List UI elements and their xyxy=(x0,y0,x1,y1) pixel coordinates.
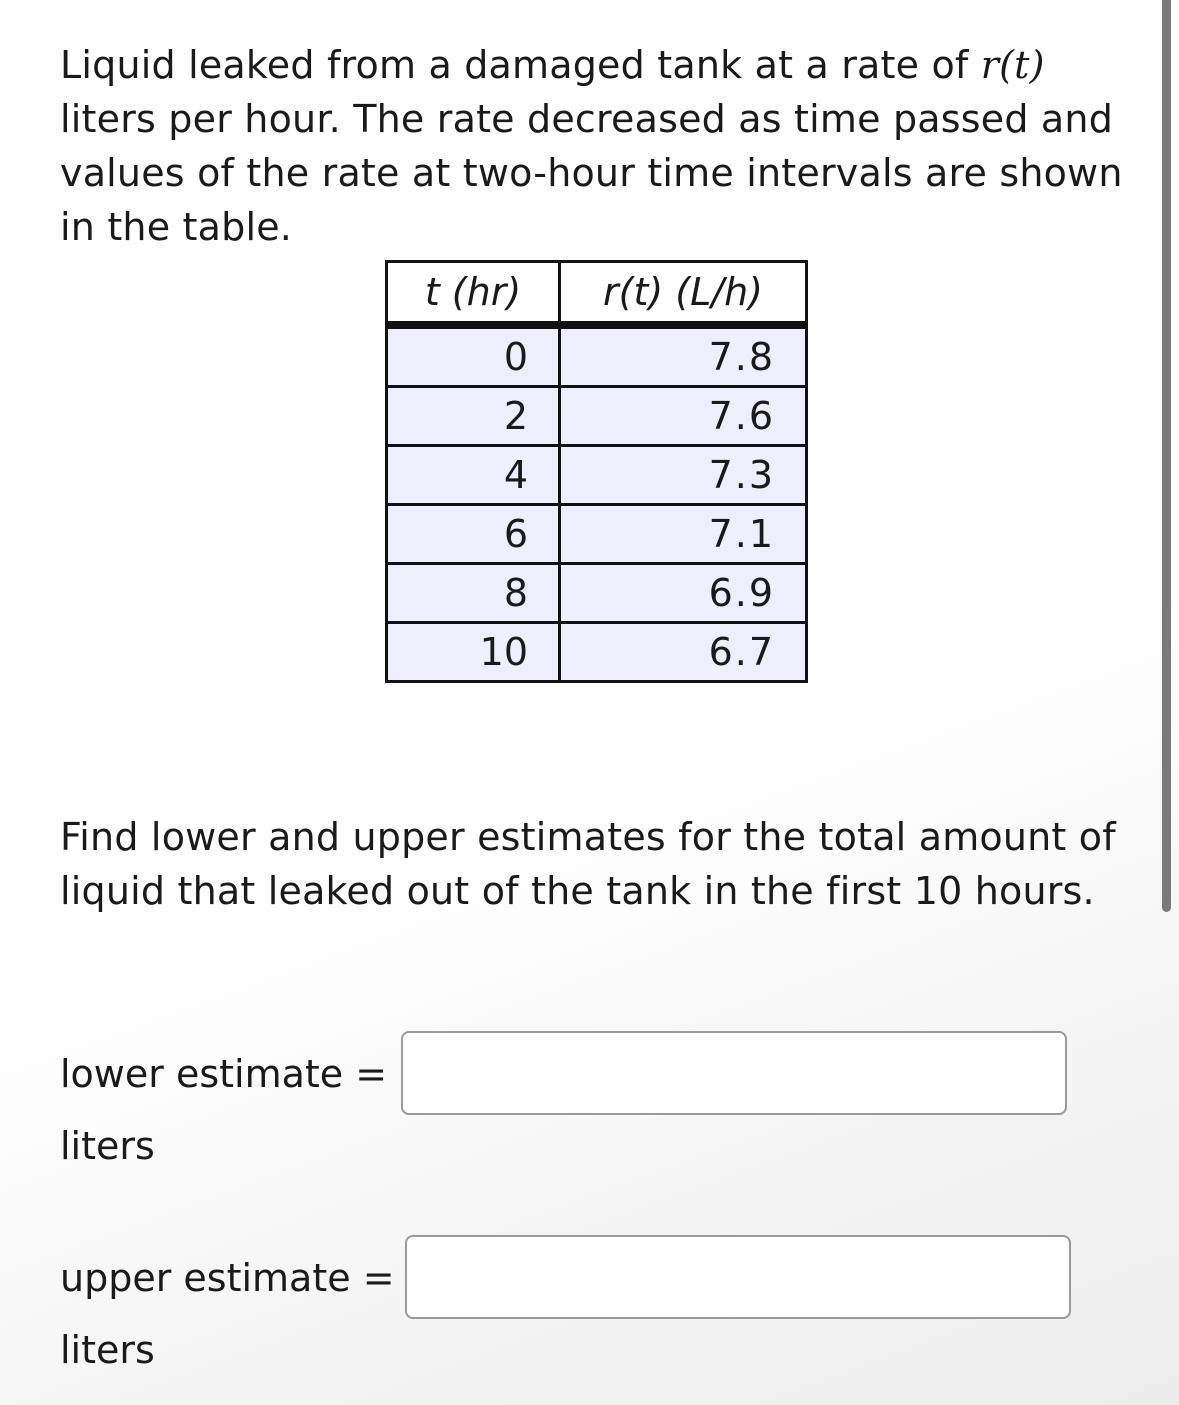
intro-prefix: Liquid leaked from a damaged tank at a rate of xyxy=(60,43,981,87)
table-row xyxy=(387,564,807,623)
header-rate: r(t) (L/h) xyxy=(560,262,807,326)
rate-cell: 7.1 xyxy=(560,505,807,564)
page-scrollbar[interactable] xyxy=(1162,0,1171,912)
rate-cell: 7.6 xyxy=(560,387,807,446)
table-header-row xyxy=(387,262,807,326)
table-row xyxy=(387,325,807,387)
lower-estimate-input[interactable] xyxy=(401,1031,1067,1115)
time-cell: 4 xyxy=(387,446,560,505)
time-cell: 10 xyxy=(387,623,560,682)
time-cell: 6 xyxy=(387,505,560,564)
time-cell: 8 xyxy=(387,564,560,623)
table-row xyxy=(387,505,807,564)
rate-cell: 6.7 xyxy=(560,623,807,682)
table-row xyxy=(387,387,807,446)
header-time: t (hr) xyxy=(387,262,560,326)
rate-cell: 7.8 xyxy=(560,325,807,387)
table-row xyxy=(387,623,807,682)
problem-intro xyxy=(60,38,1140,254)
upper-estimate-input[interactable] xyxy=(405,1235,1071,1319)
rate-table xyxy=(385,260,808,683)
intro-suffix: liters per hour. The rate decreased as time passed and values of the rate at two-hour time intervals are shown in the table. xyxy=(60,97,1123,249)
problem-question: Find lower and upper estimates for the total amount of liquid that leaked out of the tank in the first 10 hours. xyxy=(60,815,1116,913)
time-cell: 0 xyxy=(387,325,560,387)
upper-estimate-unit: liters xyxy=(60,1328,155,1372)
rate-cell: 7.3 xyxy=(560,446,807,505)
lower-estimate-unit: liters xyxy=(60,1124,155,1168)
upper-estimate-label: upper estimate = xyxy=(60,1256,395,1300)
time-cell: 2 xyxy=(387,387,560,446)
rate-cell: 6.9 xyxy=(560,564,807,623)
lower-estimate-label: lower estimate = xyxy=(60,1052,388,1096)
table-row xyxy=(387,446,807,505)
rate-function-symbol: r(t) xyxy=(980,43,1045,87)
